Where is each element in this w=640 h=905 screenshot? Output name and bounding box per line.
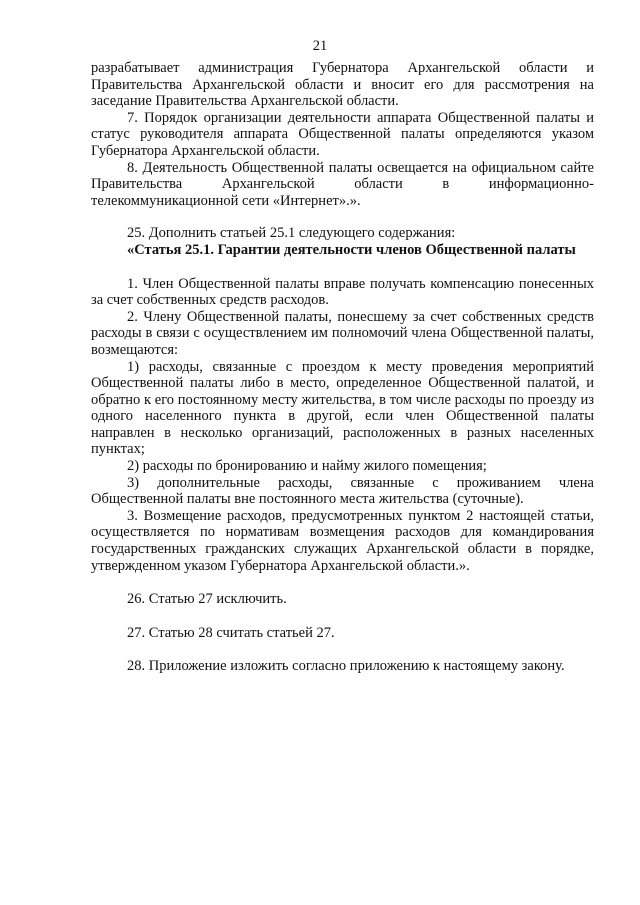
paragraph-item-8: 8. Деятельность Общественной палаты освещается на официальном сайте Правительства Архангельской области в информационно-телекоммуникационной сети «Интернет».». bbox=[91, 159, 594, 209]
paragraph-amendment-27: 27. Статью 28 считать статьей 27. bbox=[127, 624, 335, 641]
article-clause-2: 2. Члену Общественной палаты, понесшему за счет собственных средств расходы в связи с осуществлением им полномочий члена Общественной палаты, возмещаются: bbox=[91, 308, 594, 358]
document-body bbox=[91, 60, 594, 675]
article-heading bbox=[91, 242, 594, 259]
article-clause-3: 3. Возмещение расходов, предусмотренных пунктом 2 настоящей статьи, осуществляется по нормативам возмещения расходов для командирования государственных гражданских служащих Архангельской области в порядке, утвержденном указом Губернатора Архангельской области.». bbox=[91, 507, 594, 574]
article-subclause-2: 2) расходы по бронированию и найму жилого помещения; bbox=[127, 458, 487, 475]
article-clause-1: 1. Член Общественной палаты вправе получать компенсацию понесенных за счет собственных средств расходов. bbox=[91, 275, 594, 309]
paragraph-continuation: разрабатывает администрация Губернатора Архангельской области и Правительства Архангельской области и вносит его для рассмотрения на заседание Правительства Архангельской области. bbox=[91, 60, 594, 110]
paragraph-amendment-28: 28. Приложение изложить согласно приложению к настоящему закону. bbox=[127, 658, 565, 675]
paragraph-item-7: 7. Порядок организации деятельности аппарата Общественной палаты и статус руководителя аппарата Общественной палаты определяются указом Губернатора Архангельской области. bbox=[91, 109, 594, 159]
article-heading-number: «Статья 25.1. bbox=[127, 241, 214, 258]
paragraph-amendment-25: 25. Дополнить статьей 25.1 следующего содержания: bbox=[127, 225, 456, 242]
page-number: 21 bbox=[312, 38, 328, 54]
article-subclause-3: 3) дополнительные расходы, связанные с проживанием члена Общественной палаты вне постоянного места жительства (суточные). bbox=[91, 474, 594, 508]
paragraph-amendment-26: 26. Статью 27 исключить. bbox=[127, 591, 287, 608]
article-subclause-1: 1) расходы, связанные с проездом к месту проведения мероприятий Общественной палаты либо в место, определенное Общественной палатой, и обратно к его постоянному месту жительства, в том числе расходы по проезду из одного населенного пункта в другой, если член Общественной палаты направлен в несколько организаций, расположенных в разных населенных пунктах; bbox=[91, 358, 594, 458]
article-heading-title: Гарантии деятельности членов Общественной палаты bbox=[217, 241, 576, 258]
